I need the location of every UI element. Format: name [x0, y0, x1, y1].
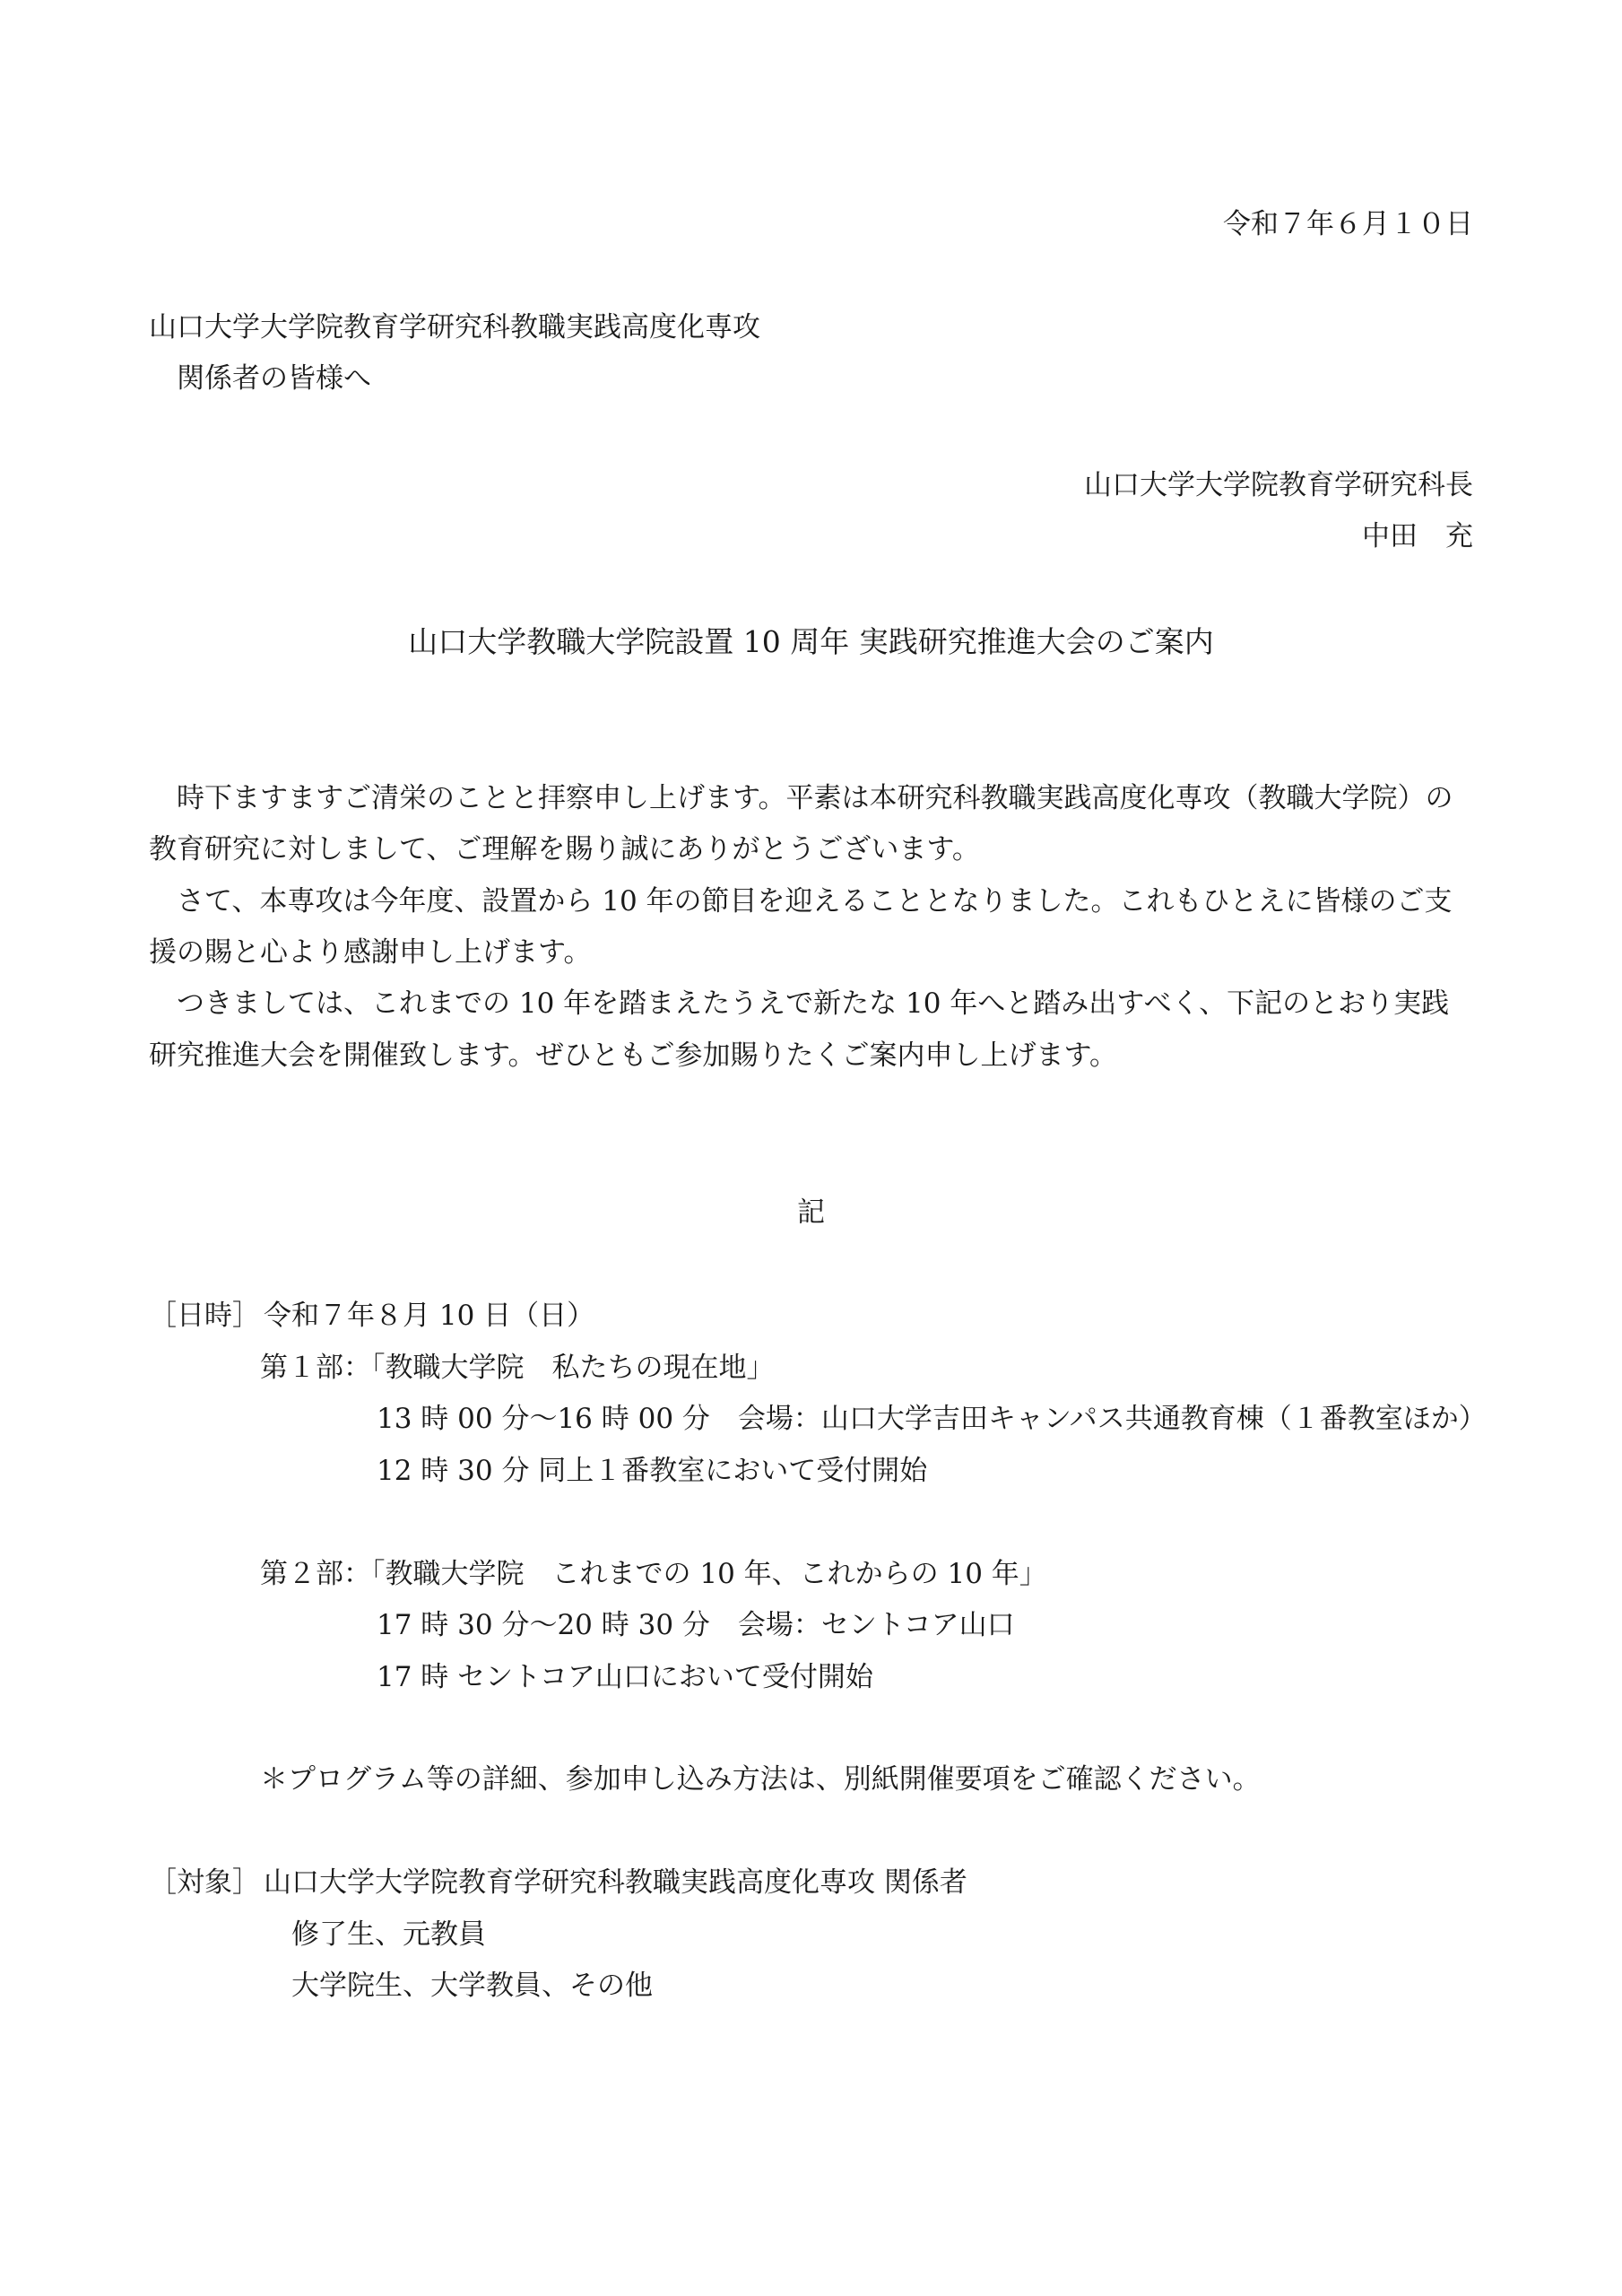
- part1-time: 13 時 00 分～16 時 00 分 会場：山口大学吉田キャンパス共通教育棟（１番教室ほか）: [377, 1403, 1487, 1435]
- target-label: ［対象］: [149, 1866, 260, 1899]
- body-paragraph-line: 研究推進大会を開催致します。ぜひともご参加賜りたくご案内申し上げます。: [149, 1039, 1118, 1072]
- sender-name: 中田 充: [1362, 520, 1473, 552]
- ki-heading: 記: [797, 1196, 825, 1229]
- document-title: 山口大学教職大学院設置 10 周年 実践研究推進大会のご案内: [408, 624, 1214, 659]
- body-paragraph-line: つきましては、これまでの 10 年を踏まえたうえで新たな 10 年へと踏み出すべく、下記のとおり実践: [177, 987, 1450, 1020]
- target-line-1: 山口大学大学院教育学研究科教職実践高度化専攻 関係者: [264, 1866, 967, 1899]
- part2-time: 17 時 30 分～20 時 30 分 会場：セントコア山口: [377, 1609, 1015, 1641]
- part1-heading: 第１部：「教職大学院 私たちの現在地」: [260, 1352, 775, 1384]
- schedule-note: ＊プログラム等の詳細、参加申し込み方法は、別紙開催要項をご確認ください。: [260, 1763, 1261, 1796]
- recipient-line-1: 山口大学大学院教育学研究科教職実践高度化専攻: [149, 311, 760, 344]
- body-paragraph-line: 援の賜と心より感謝申し上げます。: [149, 936, 592, 969]
- body-paragraph-line: 教育研究に対しまして、ご理解を賜り誠にありがとうございます。: [149, 833, 980, 865]
- part1-reception: 12 時 30 分 同上１番教室において受付開始: [377, 1455, 928, 1487]
- target-line-2: 修了生、元教員: [291, 1918, 486, 1951]
- target-line-3: 大学院生、大学教員、その他: [291, 1970, 653, 2002]
- recipient-line-2: 関係者の皆様へ: [177, 362, 371, 395]
- part2-heading: 第２部：「教職大学院 これまでの 10 年、これからの 10 年」: [260, 1558, 1047, 1590]
- sender-org: 山口大学大学院教育学研究科長: [1084, 469, 1473, 501]
- body-paragraph-line: 時下ますますご清栄のことと拝察申し上げます。平素は本研究科教職実践高度化専攻（教職大学院）の: [177, 782, 1453, 814]
- issue-date: 令和７年６月１０日: [1223, 208, 1473, 240]
- schedule-label: ［日時］: [149, 1300, 260, 1332]
- part2-reception: 17 時 セントコア山口において受付開始: [377, 1661, 873, 1693]
- body-paragraph-line: さて、本専攻は今年度、設置から 10 年の節目を迎えることとなりました。これもひとえに皆様のご支: [177, 885, 1453, 918]
- schedule-date: 令和７年８月 10 日（日）: [264, 1300, 595, 1332]
